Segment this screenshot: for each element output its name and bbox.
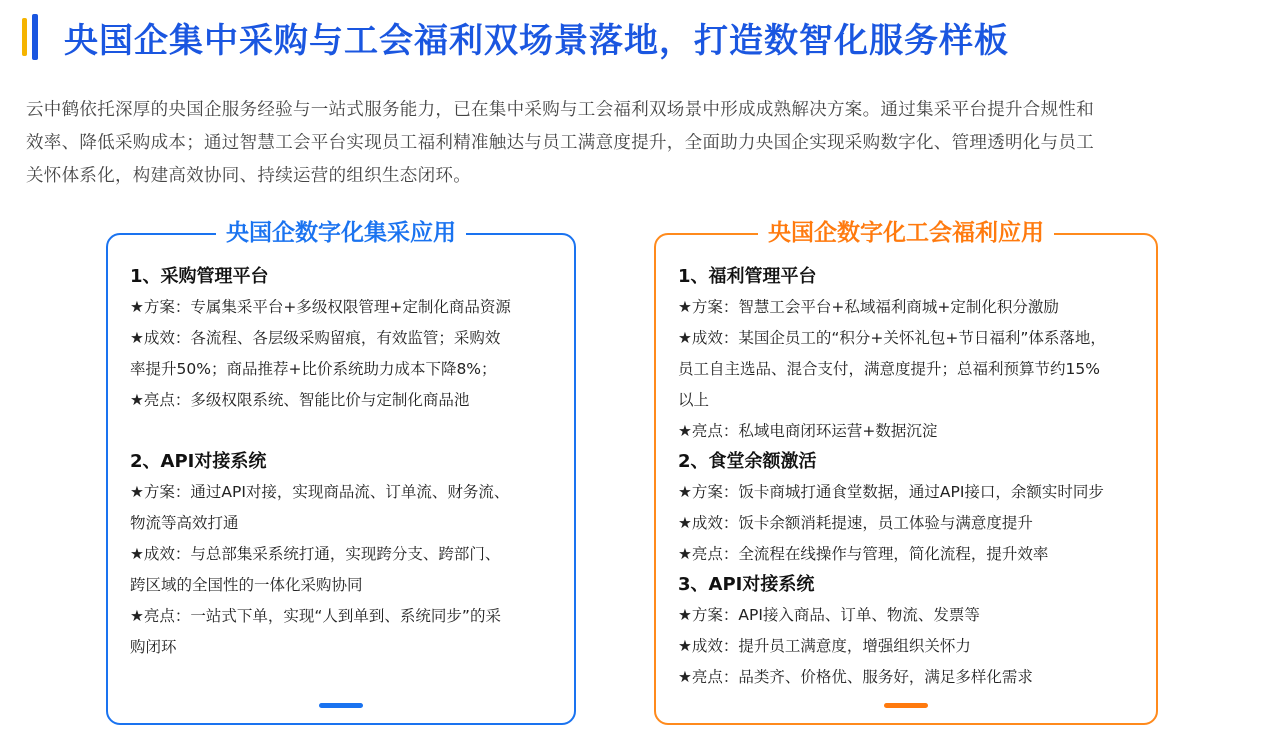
intro-line: 关怀体系化，构建高效协同、持续运营的组织生态闭环。 bbox=[26, 166, 471, 186]
section-line: 率提升50%；商品推荐+比价系统助力成本下降8%； bbox=[130, 360, 497, 378]
intro-paragraph bbox=[26, 94, 1254, 193]
card-title-wrap bbox=[108, 218, 574, 248]
procurement-card bbox=[106, 220, 576, 725]
section-line: ★方案：专属集采平台+多级权限管理+定制化商品资源 bbox=[130, 298, 511, 316]
page-title: 央国企集中采购与工会福利双场景落地，打造数智化服务样板 bbox=[64, 20, 1009, 61]
section-line: ★成效：某国企员工的“积分+关怀礼包+节日福利”体系落地， bbox=[678, 329, 1106, 347]
section-line: ★成效：提升员工满意度，增强组织关怀力 bbox=[678, 637, 971, 655]
title-accent-bars bbox=[22, 12, 44, 62]
section-line: ★方案：API接入商品、订单、物流、发票等 bbox=[678, 606, 980, 624]
section-line: 员工自主选品、混合支付，满意度提升；总福利预算节约15% bbox=[678, 360, 1100, 378]
section-line: ★成效：与总部集采系统打通，实现跨分支、跨部门、 bbox=[130, 545, 501, 563]
section-heading: 2、API对接系统 bbox=[130, 451, 267, 472]
card-body bbox=[678, 262, 1148, 693]
procurement-card-title: 央国企数字化集采应用 bbox=[216, 218, 466, 248]
section-line: ★方案：通过API对接，实现商品流、订单流、财务流、 bbox=[130, 483, 510, 501]
section-line: ★亮点：多级权限系统、智能比价与定制化商品池 bbox=[130, 391, 470, 409]
card-body bbox=[130, 262, 566, 663]
section-line: 以上 bbox=[678, 391, 710, 409]
welfare-card-title: 央国企数字化工会福利应用 bbox=[758, 218, 1054, 248]
section-line: ★亮点：一站式下单，实现“人到单到、系统同步”的采 bbox=[130, 607, 501, 625]
section-line: ★亮点：全流程在线操作与管理，简化流程，提升效率 bbox=[678, 545, 1049, 563]
section-line: ★方案：智慧工会平台+私域福利商城+定制化积分激励 bbox=[678, 298, 1059, 316]
accent-bar-blue bbox=[32, 14, 38, 60]
welfare-card bbox=[654, 220, 1158, 725]
section-heading: 2、食堂余额激活 bbox=[678, 451, 817, 472]
card-title-wrap bbox=[656, 218, 1156, 248]
accent-bar-yellow bbox=[22, 18, 27, 56]
section-line: ★亮点：品类齐、价格优、服务好，满足多样化需求 bbox=[678, 668, 1033, 686]
section-line: ★成效：饭卡余额消耗提速，员工体验与满意度提升 bbox=[678, 514, 1033, 532]
section-line: ★亮点：私域电商闭环运营+数据沉淀 bbox=[678, 422, 938, 440]
intro-line: 效率、降低采购成本；通过智慧工会平台实现员工福利精准触达与员工满意度提升，全面助力央国企实现采购数字化、管理透明化与员工 bbox=[26, 133, 1094, 153]
section-line: ★成效：各流程、各层级采购留痕，有效监管；采购效 bbox=[130, 329, 501, 347]
section-spacer bbox=[130, 416, 566, 447]
section-line: 跨区域的全国性的一体化采购协同 bbox=[130, 576, 363, 594]
section-heading: 1、采购管理平台 bbox=[130, 266, 269, 287]
card-decor-dash bbox=[319, 703, 363, 708]
section-line: ★方案：饭卡商城打通食堂数据，通过API接口，余额实时同步 bbox=[678, 483, 1104, 501]
section-line: 购闭环 bbox=[130, 638, 177, 656]
section-line: 物流等高效打通 bbox=[130, 514, 239, 532]
intro-line: 云中鹤依托深厚的央国企服务经验与一站式服务能力，已在集中采购与工会福利双场景中形成成熟解决方案。通过集采平台提升合规性和 bbox=[26, 100, 1094, 120]
section-heading: 1、福利管理平台 bbox=[678, 266, 817, 287]
section-heading: 3、API对接系统 bbox=[678, 574, 815, 595]
card-decor-dash bbox=[884, 703, 928, 708]
page-header bbox=[22, 12, 1009, 62]
